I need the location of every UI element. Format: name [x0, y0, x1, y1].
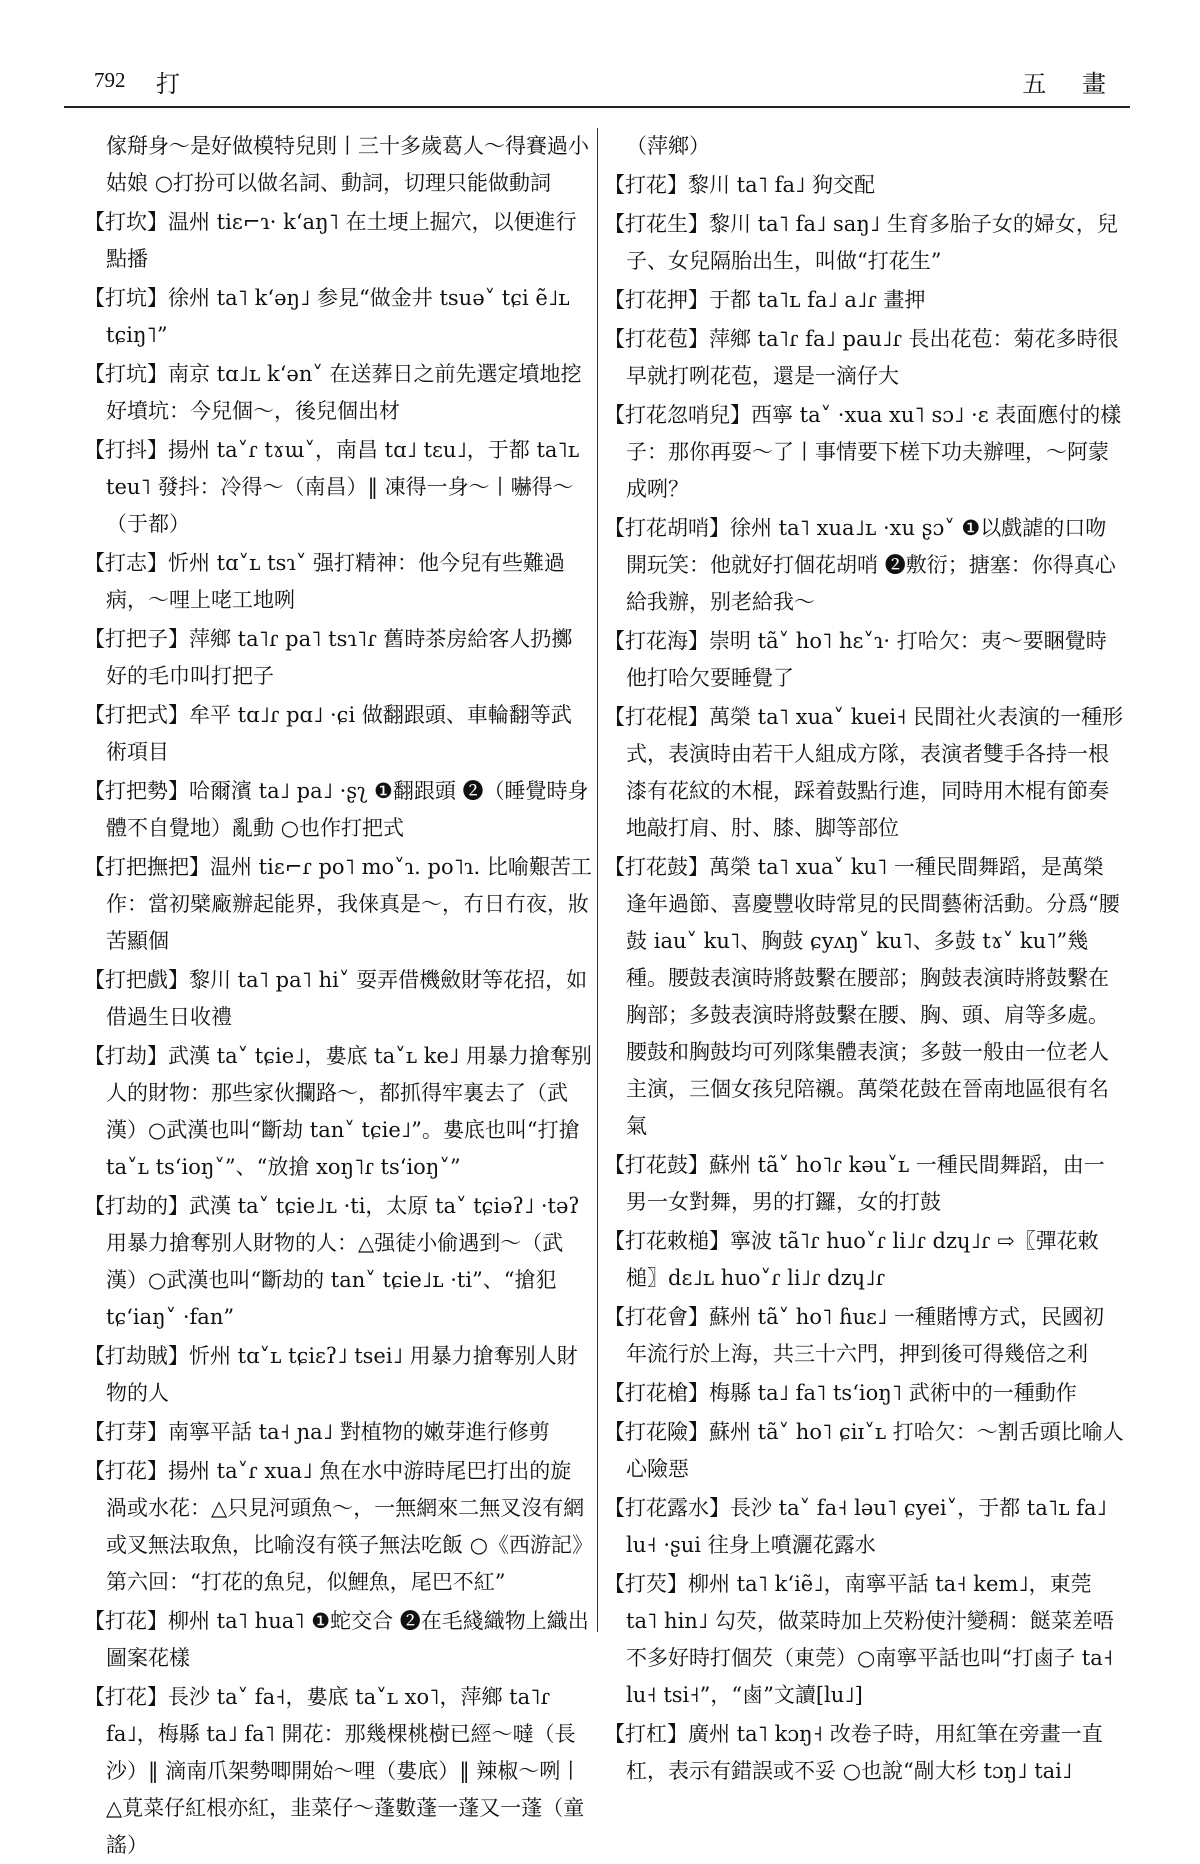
dictionary-entry: （萍鄉） [626, 134, 711, 158]
dictionary-entry: 【打花槍】梅縣 ta˩ fa˥ tsʻioŋ˥ 武術中的一種動作 [604, 1381, 1077, 1405]
dictionary-entry: 傢搿身～是好做模特兒則丨三十多歲葛人～得賽過小姑娘 ○打扮可以做名詞、動詞，切理只能做動詞 [106, 134, 590, 195]
dictionary-entry: 【打花海】崇明 tã˅ ho˥ hɛ˅ɿ· 打哈欠：夷～要睏覺時他打哈欠要睡覺了 [604, 629, 1107, 690]
dictionary-entry: 【打把戲】黎川 ta˥ pa˥ hi˅ 耍弄借機斂財等花招，如借過生日收禮 [84, 968, 588, 1029]
dictionary-entry: 【打花鼓】蘇州 tã˅ ho˥ɾ kəu˅ʟ 一種民間舞蹈，由一男一女對舞，男的打鑼，女的打鼓 [604, 1153, 1105, 1214]
dictionary-entry: 【打把勢】哈爾濱 ta˩ pa˩ ·ʂʅ ❶翻跟頭 ❷（睡覺時身體不自覺地）亂動 ○也作打把式 [84, 779, 589, 840]
page-number: 792 [94, 68, 126, 92]
dictionary-entry: 【打芽】南寧平話 ta˧ ɲa˩ 對植物的嫩芽進行修剪 [84, 1420, 550, 1444]
dictionary-entry: 【打花鼓】萬榮 ta˥ xua˅ ku˥ 一種民間舞蹈，是萬榮逢年過節、喜慶豐收時常見的民間藝術活動。分爲“腰鼓 iau˅ ku˥、胸鼓 ɕyʌŋ˅ ku˥、多鼓 tɤ˅ ku˥”幾種。腰鼓表演時將鼓繫在腰部；胸鼓表演時將鼓繫在胸部；多鼓表演時將鼓繫在腰、胸、頭、肩等多處。腰鼓和胸鼓均可列隊集體表演；多鼓一般由一位老人主演，三個女孩兒陪襯。萬榮花鼓在晉南地區很有名氣 [604, 855, 1120, 1138]
section-title: 五 畫 [1022, 70, 1120, 98]
dictionary-entry: 【打花會】蘇州 tã˅ ho˥ ɦuɛ˩ 一種賭博方式，民國初年流行於上海，共三十六門，押到後可得幾倍之利 [604, 1305, 1104, 1366]
dictionary-entry: 【打花忽哨兒】西寧 ta˅ ·xua xu˥ sɔ˩ ·ɛ 表面應付的樣子：那你再耍～了丨事情要下槎下功夫辦哩，～阿蒙成咧？ [604, 403, 1122, 501]
dictionary-entry: 【打把撫把】温州 tiɛ⌐ɾ po˥ mo˅ɿ. po˥ɿ. 比喻艱苦工作：當初檗廠辦起能界，我俫真是～，冇日冇夜，妝苦顯個 [84, 855, 592, 953]
dictionary-entry: 【打花棍】萬榮 ta˥ xua˅ kuei˧ 民間社火表演的一種形式，表演時由若干人組成方隊，表演者雙手各持一根漆有花紋的木棍，踩着鼓點行進，同時用木棍有節奏地敲打肩、肘、膝、脚等部位 [604, 705, 1124, 840]
right-column [604, 128, 1124, 1783]
dictionary-entry: 【打把子】萍鄉 ta˥ɾ pa˥ tsɿ˥ɾ 舊時茶房給客人扔擲好的毛巾叫打把子 [84, 627, 573, 688]
dictionary-entry: 【打坑】徐州 ta˥ kʻəŋ˩ 参見“做金井 tsuə˅ tɕi ẽ˩ʟ tɕiŋ˥” [84, 286, 570, 347]
dictionary-entry: 【打劫的】武漢 ta˅ tɕie˩ʟ ·ti，太原 ta˅ tɕiəʔ˩ ·təʔ 用暴力搶奪别人財物的人：△强徒小偷遇到～（武漢）○武漢也叫“斷劫的 tan˅ tɕie˩ʟ ·ti”、“搶犯 tɕʻiaŋ˅ ·fan” [84, 1194, 580, 1329]
dictionary-entry: 【打花】揚州 ta˅ɾ xua˩ 魚在水中游時尾巴打出的旋渦或水花：△只見河頭魚～，一無網來二無叉沒有網或叉無法取魚，比喻沒有筷子無法吃飯 ○《西游記》第六回：“打花的魚兒，似鯉魚，尾巴不紅” [84, 1459, 585, 1594]
dictionary-entry: 【打坑】南京 tɑ˩ʟ kʻən˅ 在送葬日之前先選定墳地挖好墳坑：今兒個～，後兒個出材 [84, 362, 582, 423]
column-divider [597, 128, 598, 1632]
dictionary-entry: 【打志】忻州 tɑ˅ʟ tsɿ˅ 强打精神：他今兒有些難過病，～哩上咾工地咧 [84, 551, 566, 612]
dictionary-entry: 【打把式】牟平 tɑ˩ɾ pɑ˩ ·ɕi 做翻跟頭、車輪翻等武術項目 [84, 703, 572, 764]
dictionary-entry: 【打坎】温州 tiɛ⌐ɿ· kʻaŋ˥ 在土埂上掘穴，以便進行點播 [84, 210, 577, 271]
dictionary-entry: 【打花】黎川 ta˥ fa˩ 狗交配 [604, 173, 875, 197]
dictionary-entry: 【打花敕槌】寧波 tã˥ɾ huo˅ɾ li˩ɾ dzɥ˩ɾ ⇨〖彈花敕槌〗dɛ˩ʟ huo˅ɾ li˩ɾ dzɥ˩ɾ [604, 1229, 1099, 1290]
dictionary-entry: 【打花押】于都 ta˥ʟ fa˩ a˩ɾ 畫押 [604, 288, 926, 312]
left-column [84, 128, 592, 1857]
page-header [64, 62, 1130, 108]
dictionary-entry: 【打花險】蘇州 tã˅ ho˥ ɕiɪ˅ʟ 打哈欠：～割舌頭比喻人心險惡 [604, 1420, 1124, 1481]
dictionary-entry: 【打花生】黎川 ta˥ fa˩ saŋ˩ 生育多胎子女的婦女，兒子、女兒隔胎出生，叫做“打花生” [604, 212, 1118, 273]
dictionary-entry: 【打劫賊】忻州 tɑ˅ʟ tɕiɛʔ˩ tsei˩ 用暴力搶奪别人財物的人 [84, 1344, 578, 1405]
dictionary-entry: 【打花】長沙 ta˅ fa˧，婁底 ta˅ʟ xo˥，萍鄉 ta˥ɾ fa˩，梅縣 ta˩ fa˥ 開花：那幾棵桃樹已經～噠（長沙）‖ 滴南爪架勢唧開始～哩（婁底）‖ 辣椒～咧丨△莧菜仔紅根亦紅，韭菜仔～蓬數蓬一蓬又一蓬（童謠） [84, 1685, 585, 1857]
dictionary-entry: 【打花苞】萍鄉 ta˥ɾ fa˩ pau˩ɾ 長出花苞：菊花多時很早就打咧花苞，還是一滴仔大 [604, 327, 1119, 388]
page-head-character: 打 [156, 70, 180, 98]
dictionary-entry: 【打花露水】長沙 ta˅ fa˧ ləu˥ ɕyei˅，于都 ta˥ʟ fa˩ lu˧ ·ʂui 往身上噴灑花露水 [604, 1496, 1107, 1557]
dictionary-entry: 【打花胡哨】徐州 ta˥ xua˩ʟ ·xu ʂɔ˅ ❶以戲謔的口吻開玩笑：他就好打個花胡哨 ❷敷衍；搪塞：你得真心給我辦，别老給我～ [604, 516, 1116, 614]
dictionary-entry: 【打杠】廣州 ta˥ kɔŋ˧ 改卷子時，用紅筆在旁畫一直杠，表示有錯誤或不妥 ○也說“剮大杉 tɔŋ˩ tai˩ [604, 1722, 1103, 1783]
dictionary-entry: 【打抖】揚州 ta˅ɾ tɤɯ˅，南昌 tɑ˩ tɛu˩，于都 ta˥ʟ teu˥ 發抖：冷得～（南昌）‖ 凍得一身～丨嚇得～（于都） [84, 438, 580, 536]
dictionary-entry: 【打芡】柳州 ta˥ kʻiẽ˩，南寧平話 ta˧ kem˩，東莞 ta˥ hin˩ 勾芡，做菜時加上芡粉使汁變稠：餸菜差唔不多好時打個芡（東莞）○南寧平話也叫“打鹵子 ta˧ lu˧ tsi˧”，“鹵”文讀[lu˩] [604, 1572, 1114, 1707]
dictionary-entry: 【打花】柳州 ta˥ hua˥ ❶蛇交合 ❷在毛綫織物上織出圖案花樣 [84, 1609, 589, 1670]
dictionary-entry: 【打劫】武漢 ta˅ tɕie˩，婁底 ta˅ʟ ke˩ 用暴力搶奪别人的財物：那些家伙攔路～，都抓得牢裏去了（武漢）○武漢也叫“斷劫 tan˅ tɕie˩”。婁底也叫“打搶 ta˅ʟ tsʻioŋ˅”、“放搶 xoŋ˥ɾ tsʻioŋ˅” [84, 1044, 592, 1179]
